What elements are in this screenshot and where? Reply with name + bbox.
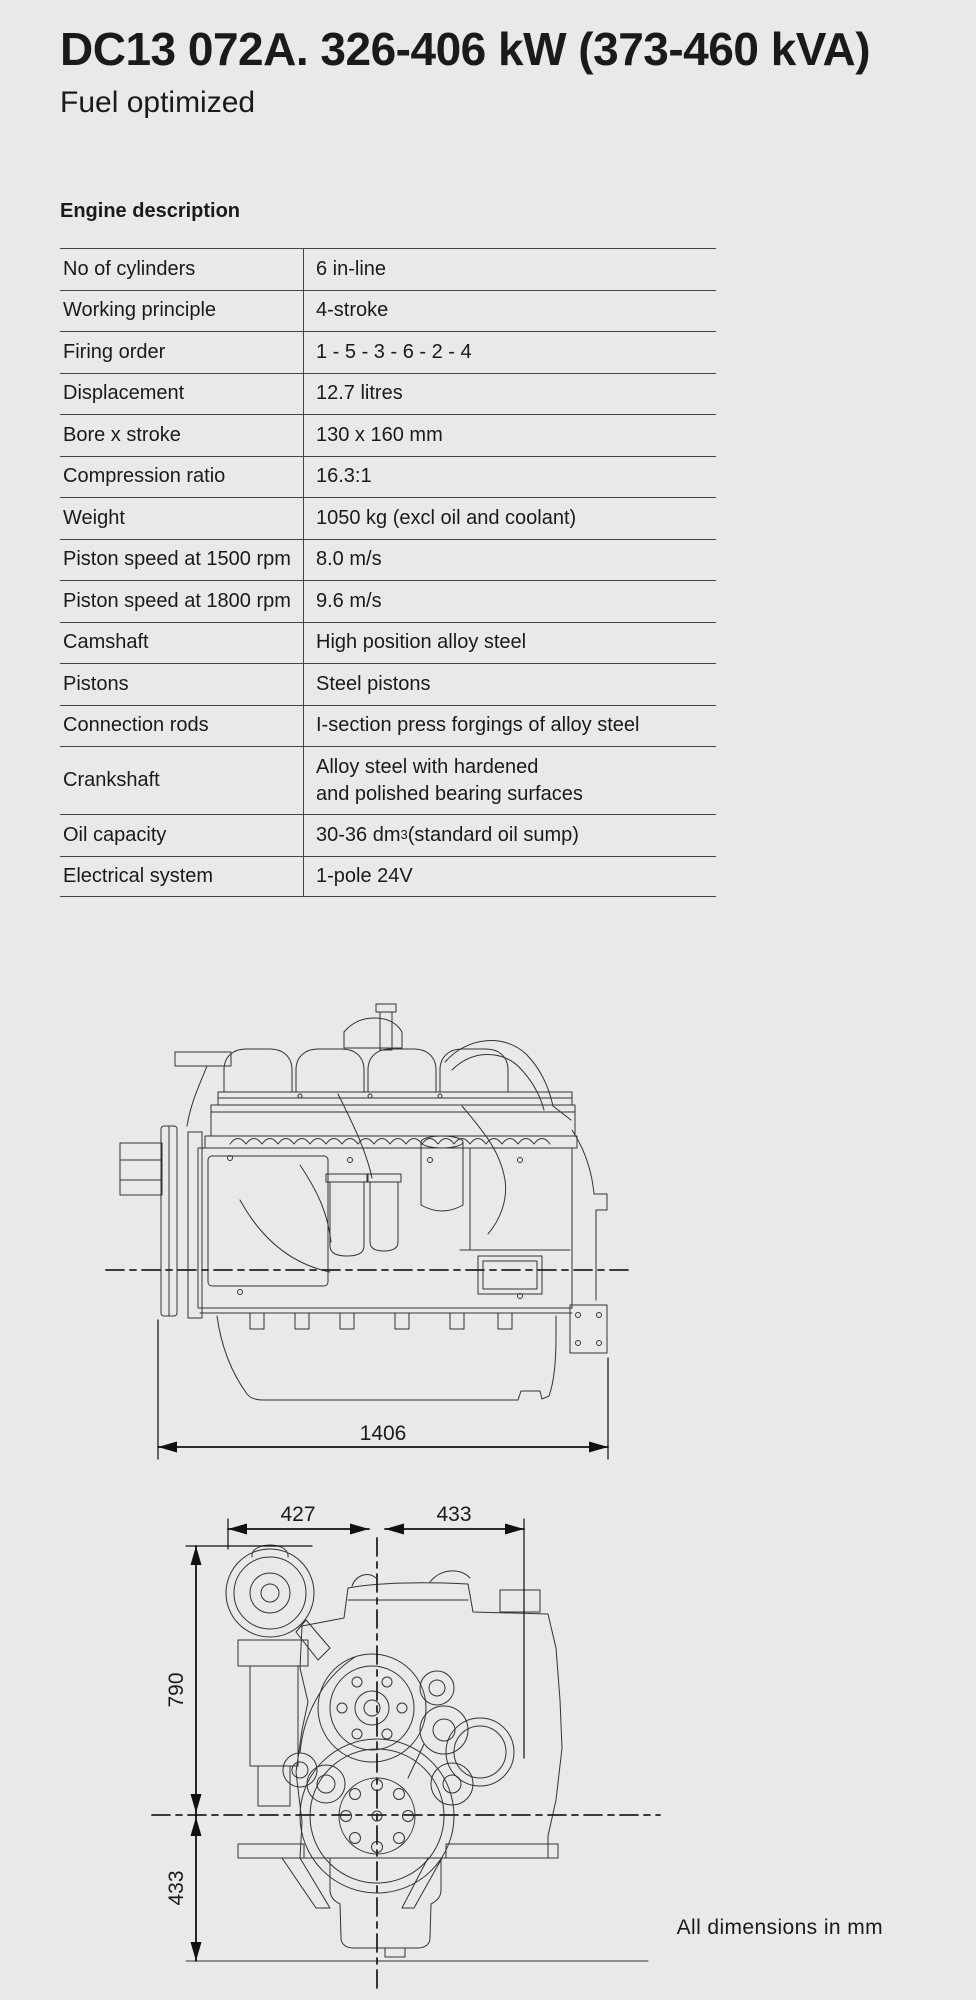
row-label: Electrical system — [63, 864, 214, 887]
row-value: Steel pistons — [303, 664, 716, 705]
dimension-label-width-right: 433 — [436, 1503, 472, 1526]
table-row — [60, 705, 716, 747]
table-row — [60, 663, 716, 705]
front-view-height-dimensions — [165, 1546, 312, 1961]
row-label: Connection rods — [63, 714, 209, 737]
dimension-label-height-lower: 433 — [165, 1870, 188, 1906]
front-view-engine-outline — [186, 1545, 648, 1961]
table-row — [60, 331, 716, 373]
table-row — [60, 539, 716, 581]
dimension-label-height-upper: 790 — [165, 1672, 188, 1708]
row-label: Piston speed at 1500 rpm — [63, 548, 291, 571]
value-text: 30-36 dm — [316, 823, 401, 846]
row-label: Camshaft — [63, 631, 149, 654]
table-row — [60, 248, 716, 290]
table-row — [60, 497, 716, 539]
table-row — [60, 414, 716, 456]
engine-description-heading: Engine description — [60, 200, 241, 222]
row-label: Crankshaft — [63, 769, 160, 791]
table-row — [60, 814, 716, 856]
row-value: 9.6 m/s — [303, 581, 716, 622]
table-row — [60, 373, 716, 415]
row-label: Weight — [63, 506, 125, 529]
page-subtitle: Fuel optimized — [60, 86, 256, 119]
side-view-engine-outline — [120, 1004, 607, 1400]
row-value: Alloy steel with hardened and polished bearing surfaces — [303, 747, 716, 814]
row-value: 12.7 litres — [303, 374, 716, 415]
row-label: Pistons — [63, 672, 129, 695]
row-value: High position alloy steel — [303, 623, 716, 664]
row-value: 16.3:1 — [303, 457, 716, 498]
front-view-width-dimensions — [228, 1503, 524, 1758]
engine-side-view-drawing — [0, 975, 700, 1475]
row-label: Working principle — [63, 299, 217, 322]
row-value: 30-36 dm 3 (standard oil sump) — [303, 815, 716, 856]
row-label: Compression ratio — [63, 465, 226, 488]
side-view-length-dimension — [158, 1320, 608, 1459]
table-row — [60, 580, 716, 622]
dimension-label-width-left: 427 — [280, 1503, 316, 1526]
row-value: 8.0 m/s — [303, 540, 716, 581]
table-row — [60, 856, 716, 898]
row-value: 6 in-line — [303, 249, 716, 290]
row-label: Displacement — [63, 382, 185, 405]
row-value: 1050 kg (excl oil and coolant) — [303, 498, 716, 539]
dimensions-footnote: All dimensions in mm — [676, 1916, 883, 1939]
engine-spec-table — [60, 248, 716, 897]
page-title: DC13 072A. 326-406 kW (373-460 kVA) — [60, 23, 871, 75]
row-value: 1 - 5 - 3 - 6 - 2 - 4 — [303, 332, 716, 373]
row-label: Oil capacity — [63, 823, 167, 846]
row-label: Firing order — [63, 340, 166, 363]
table-row — [60, 456, 716, 498]
table-row — [60, 290, 716, 332]
row-label: Bore x stroke — [63, 423, 181, 446]
table-row — [60, 622, 716, 664]
value-text-tail: (standard oil sump) — [407, 823, 579, 846]
row-value: 4-stroke — [303, 291, 716, 332]
engine-front-view-drawing — [80, 1480, 700, 2000]
row-value: I-section press forgings of alloy steel — [303, 706, 716, 747]
table-row — [60, 746, 716, 814]
row-value: 1-pole 24V — [303, 857, 716, 897]
dimension-label-length: 1406 — [359, 1422, 407, 1445]
row-label: No of cylinders — [63, 257, 196, 280]
row-value: 130 x 160 mm — [303, 415, 716, 456]
row-label: Piston speed at 1800 rpm — [63, 589, 291, 612]
